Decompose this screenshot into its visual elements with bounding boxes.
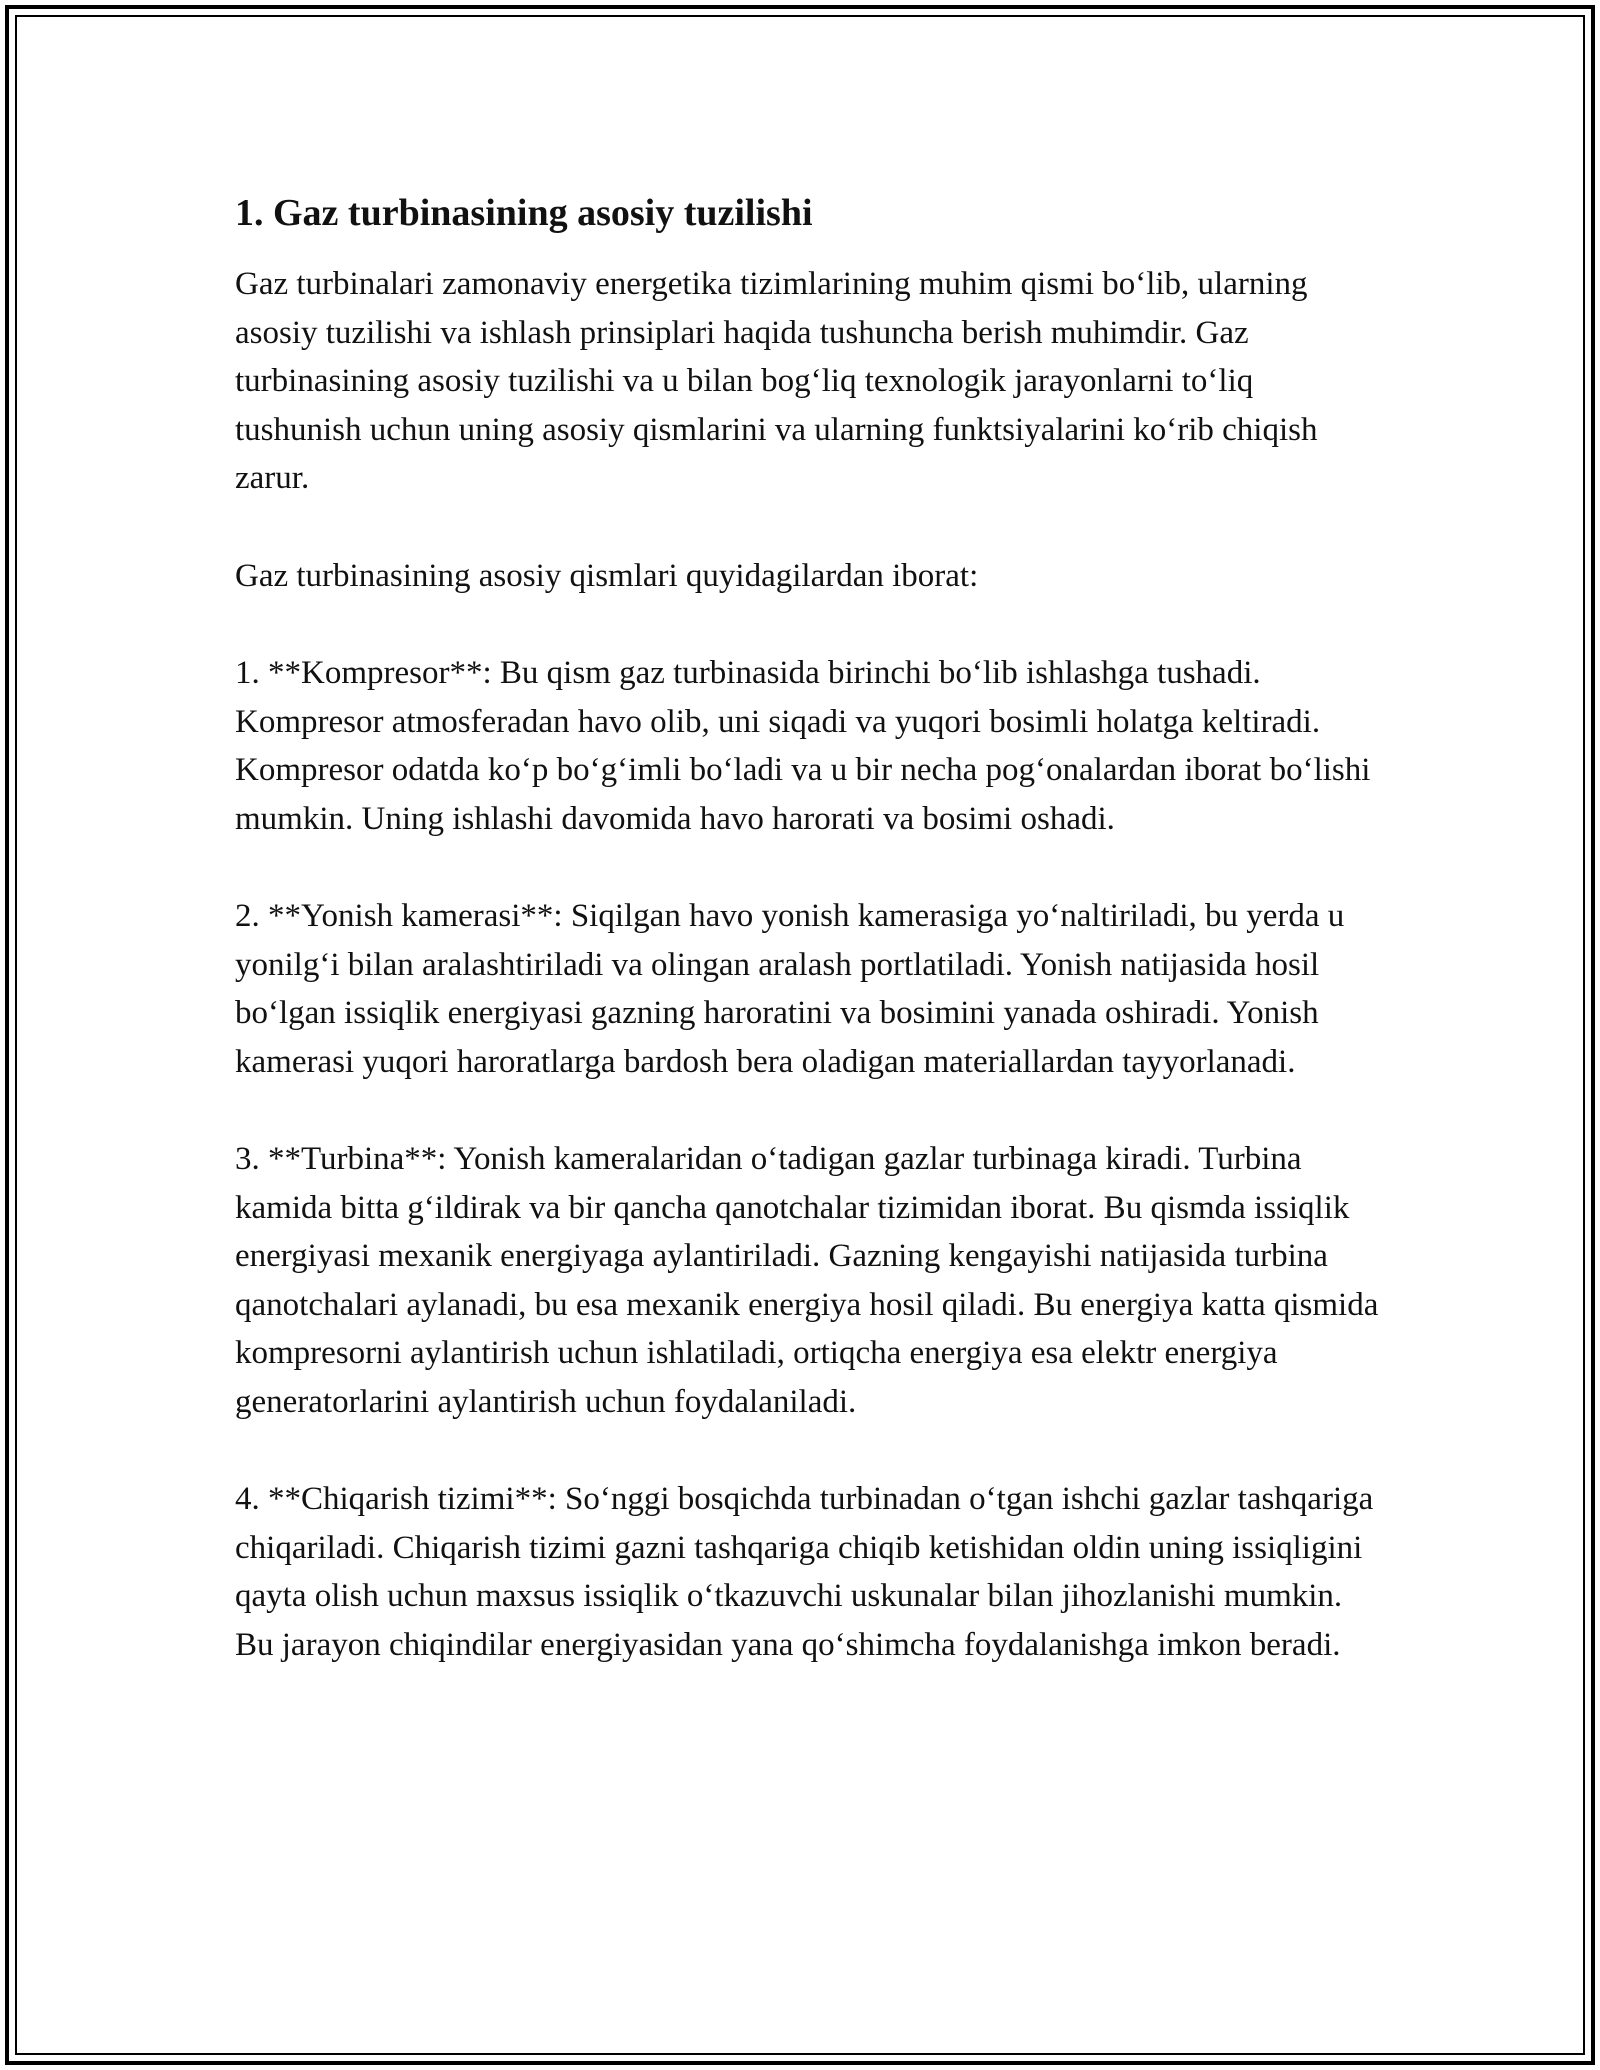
intro-paragraph: Gaz turbinalari zamonaviy energetika tizimlarining muhim qismi bo‘lib, ularning asosiy tuzilishi va ishlash prinsiplari haqida tushuncha berish muhimdir. Gaz turbinasining asosiy tuzilishi va u bilan bog‘liq texnologik jarayonlarni to‘liq tushunish uchun uning asosiy qismlarini va ularning funktsiyalarini ko‘rib chiqish zarur. bbox=[235, 266, 1318, 496]
turbine-paragraph: 3. **Turbina**: Yonish kameralaridan o‘tadigan gazlar turbinaga kiradi. Turbina kamida bitta g‘ildirak va bir qancha qanotchalar tizimidan iborat. Bu qismda issiqlik energiyasi mexanik energiyaga aylantiriladi. Gazning kengayishi natijasida turbina qanotchalari aylanadi, bu esa mexanik energiya hosil qiladi. Bu energiya katta qismida kompresorni aylantirish uchun ishlatiladi, ortiqcha energiya esa elektr energiya generatorlarini aylantirish uchun foydalaniladi. bbox=[235, 1141, 1379, 1420]
exhaust-system-paragraph: 4. **Chiqarish tizimi**: So‘nggi bosqichda turbinadan o‘tgan ishchi gazlar tashqariga chiqariladi. Chiqarish tizimi gazni tashqariga chiqib ketishidan oldin uning issiqligini qayta olish uchun maxsus issiqlik o‘tkazuvchi uskunalar bilan jihozlanishi mumkin. Bu jarayon chiqindilar energiyasidan yana qo‘shimcha foydalanishga imkon beradi. bbox=[235, 1481, 1374, 1663]
document-body bbox=[235, 188, 1385, 1718]
section-heading: 1. Gaz turbinasining asosiy tuzilishi bbox=[235, 192, 813, 234]
parts-lead-paragraph: Gaz turbinasining asosiy qismlari quyidagilardan iborat: bbox=[235, 557, 979, 594]
combustion-chamber-paragraph: 2. **Yonish kamerasi**: Siqilgan havo yonish kamerasiga yo‘naltiriladi, bu yerda u yonilg‘i bilan aralashtiriladi va olingan aralash portlatiladi. Yonish natijasida hosil bo‘lgan issiqlik energiyasi gazning haroratini va bosimini yanada oshiradi. Yonish kamerasi yuqori haroratlarga bardosh bera oladigan materiallardan tayyorlanadi. bbox=[235, 898, 1345, 1080]
compressor-paragraph: 1. **Kompresor**: Bu qism gaz turbinasida birinchi bo‘lib ishlashga tushadi. Kompresor atmosferadan havo olib, uni siqadi va yuqori bosimli holatga keltiradi. Kompresor odatda ko‘p bo‘g‘imli bo‘ladi va u bir necha pog‘onalardan iborat bo‘lishi mumkin. Uning ishlashi davomida havo harorati va bosimi oshadi. bbox=[235, 655, 1371, 837]
